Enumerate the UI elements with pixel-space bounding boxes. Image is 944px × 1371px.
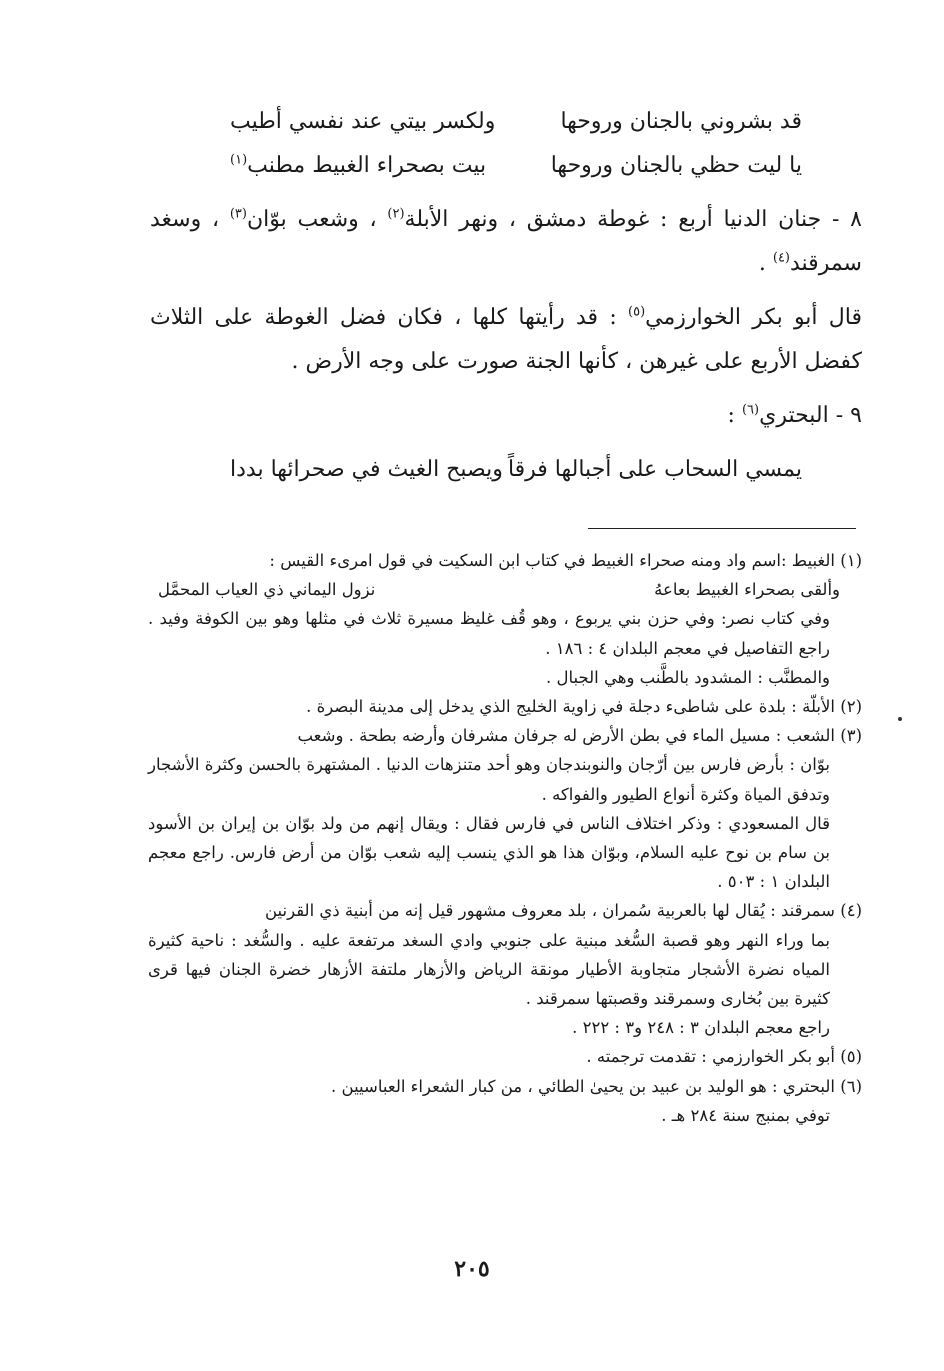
verse-2-left-hemistich (230, 144, 486, 188)
footnote-4-c: راجع معجم البلدان ٣ : ٢٤٨ و٣ : ٢٢٢ . (572, 1018, 830, 1038)
footnote-2: (٢) الأبلّة : بلدة على شاطىء دجلة في زاوية الخليج الذي يدخل إلى مدينة البصرة . (306, 697, 862, 717)
verse-1-right-hemistich: قد بشروني بالجنان وروحها (560, 109, 802, 134)
main-text (150, 100, 862, 492)
footnote-4-a: (٤) سمرقند : يُقال لها بالعربية سُمران ، بلد معروف مشهور قيل إنه من أبنية ذي القرنين (264, 901, 862, 921)
verse-2-right-hemistich: يا ليت حظي بالجنان وروحها (550, 153, 802, 178)
footnote-1-verse-right: وألقى بصحراء الغبيط بعاعهُ (654, 580, 840, 600)
verse-line-3 (150, 448, 862, 492)
page-number: ٢٠٥ (454, 1256, 490, 1282)
verse-2-left-text: بيت بصحراء الغبيط مطنب (247, 153, 487, 178)
verse-line-2 (150, 144, 862, 188)
item-8-text-d: . (758, 251, 773, 276)
footnote-ref-5[interactable]: (٥) (628, 304, 646, 320)
verse-3-right-hemistich: يمسي السحاب على أجبالها فرقاً (507, 457, 802, 482)
verse-3-left-hemistich: ويصبح الغيث في صحرائها بددا (230, 457, 503, 482)
footnote-1-line-4: والمطنَّب : المشدود بالطَّنب وهي الجبال . (546, 667, 830, 687)
item-8-text-a: ٨ - جنان الدنيا أربع : غوطة دمشق ، ونهر الأبلة (404, 207, 862, 232)
footnote-ref-3[interactable]: (٣) (229, 206, 247, 222)
item-8-text-c: ، وسغد سمرقند (150, 207, 862, 276)
footnotes (148, 546, 862, 1130)
khwarizmi-text-a: قال أبو بكر الخوارزمي (645, 305, 863, 330)
paragraph-item-9 (150, 394, 862, 438)
footnote-ref-1[interactable]: (١) (230, 152, 248, 168)
item-8-text-b: ، وشعب بوّان (246, 207, 388, 232)
footnote-ref-2[interactable]: (٢) (387, 206, 405, 222)
footnote-1-line-3: وفي كتاب نصر: وفي حزن بني يربوع ، وهو قُف غليظ مسيرة ثلاث في مثلها وهو بين الكوفة وفيد . راجع التفاصيل في معجم البلدان ٤ : ١٨٦ . (148, 609, 830, 658)
footnote-separator (588, 528, 856, 529)
khwarizmi-text-b: : قد رأيتها كلها ، فكان فضل الغوطة على الثلاث كفضل الأربع على غيرهن ، كأنها الجنة صورت على وجه الأرض . (150, 305, 862, 374)
footnote-1-verse-left: نزول اليماني ذي العياب المحمَّل (158, 580, 376, 600)
footnote-5: (٥) أبو بكر الخوارزمي : تقدمت ترجمته . (586, 1047, 862, 1067)
verse-1-left-hemistich: ولكسر بيتي عند نفسي أطيب (230, 109, 496, 134)
item-9-text-b: : (727, 403, 742, 428)
margin-dot (898, 717, 902, 721)
verse-line-1 (150, 100, 862, 144)
item-9-text-a: ٩ - البحتري (759, 403, 862, 428)
footnote-4-b: بما وراء النهر وهو قصبة السُّغد مبنية على جنوبي وادي السغد مرتفعة عليه . والسُّغد : ناحية كثيرة المياه نضرة الأشجار متجاوبة الأطيار مونقة الرياض والأزهار ملتفة الأزهار خضرة الجنان فيها قرى كثيرة بين بُخارى وسمرقند وقصبتها سمرقند . (148, 930, 830, 1009)
paragraph-item-8 (150, 198, 862, 286)
footnote-1-verse (148, 575, 862, 604)
footnote-ref-4[interactable]: (٤) (772, 250, 790, 266)
footnote-6-a: (٦) البحتري : هو الوليد بن عبيد بن يحيىٰ الطائي ، من كبار الشعراء العباسيين . (331, 1076, 862, 1096)
paragraph-khwarizmi (150, 296, 862, 384)
footnote-6-b: توفي بمنبج سنة ٢٨٤ هـ . (661, 1105, 830, 1125)
footnote-3-b: بوّان : بأرض فارس بين أرّجان والنوبندجان وهو أحد متنزهات الدنيا . المشتهرة بالحسن وكثرة الأشجار وتدفق المياة وكثرة أنواع الطيور والفواكه . (147, 755, 830, 804)
footnote-ref-6[interactable]: (٦) (741, 402, 760, 418)
footnote-3-c: قال المسعودي : وذكر اختلاف الناس في فارس فقال : ويقال إنهم من ولد بوّان بن إيران بن الأسود بن سام بن نوح عليه السلام، وبوّان هذا هو الذي ينسب إليه شعب بوّان من أرض فارس. راجع معجم البلدان ١ : ٥٠٣ . (148, 813, 830, 892)
footnote-3-a: (٣) الشعب : مسيل الماء في بطن الأرض له جرفان مشرفان وأرضه بطحة . وشعب (297, 726, 862, 746)
footnote-1-line-1: (١) الغبيط :اسم واد ومنه صحراء الغبيط في كتاب ابن السكيت في قول امرىء القيس : (269, 551, 862, 570)
